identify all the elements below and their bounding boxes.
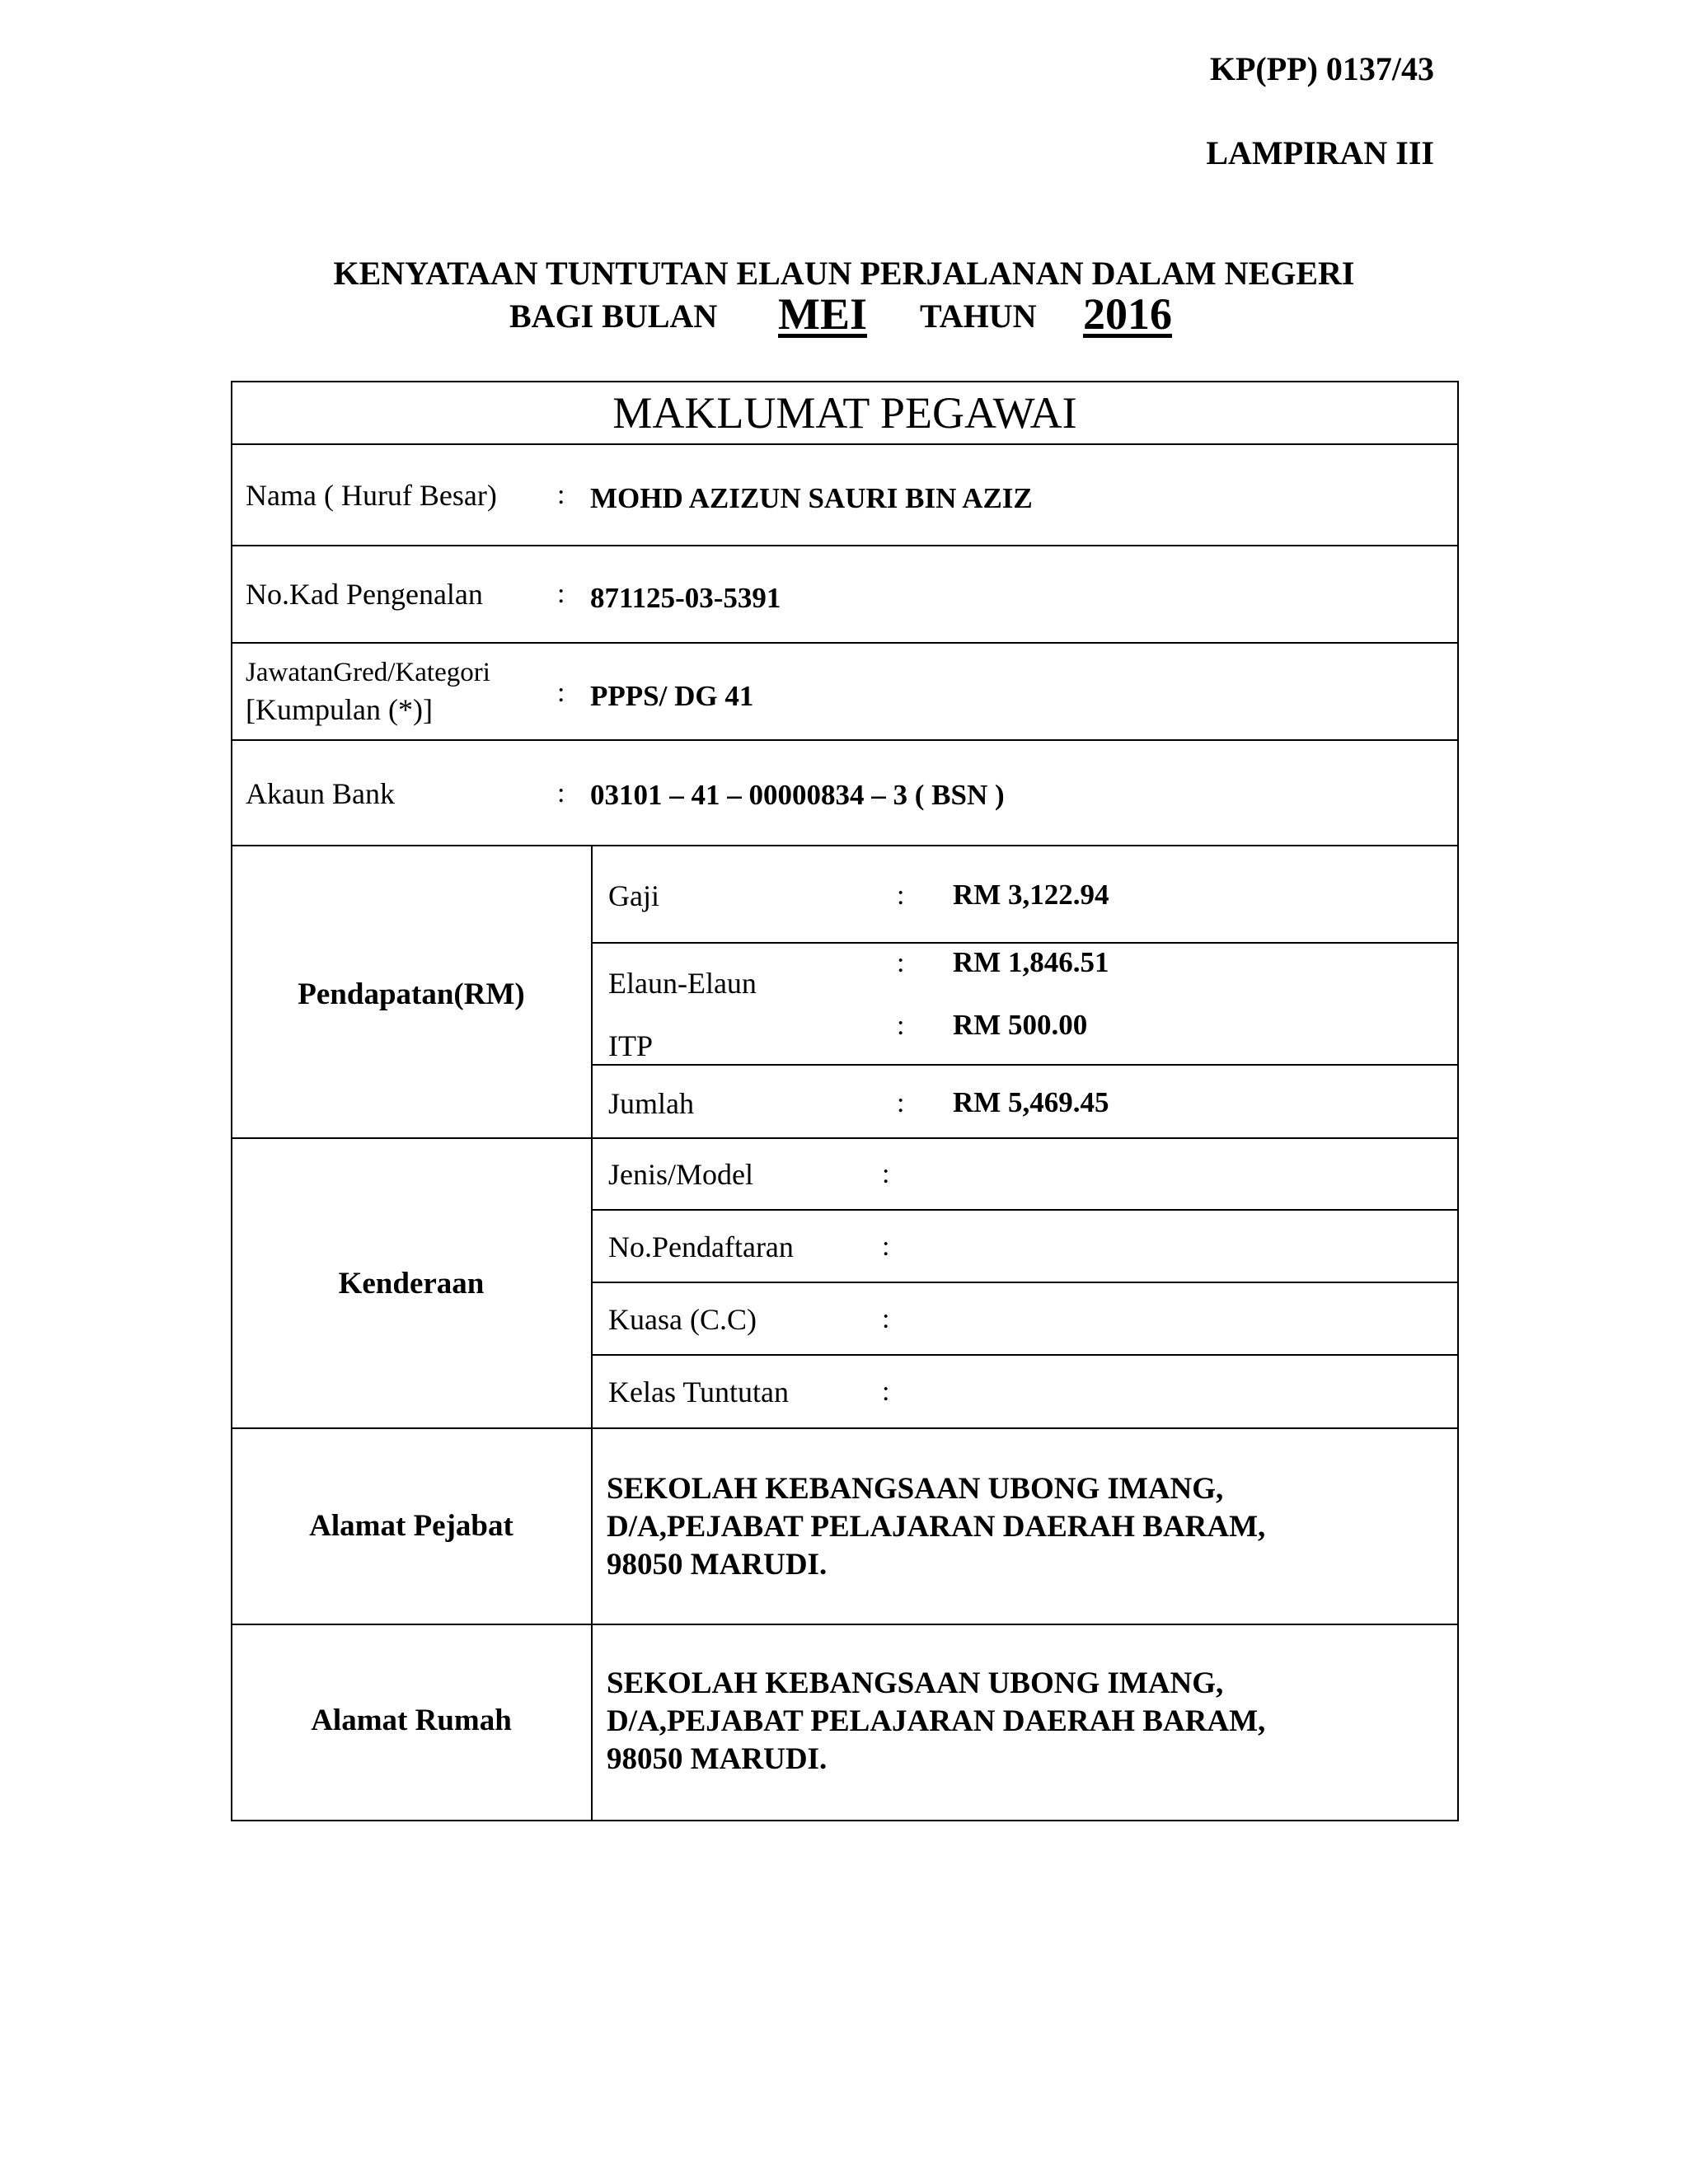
gaji-label: Gaji <box>608 879 659 912</box>
position-value: PPPS/ DG 41 <box>590 680 754 712</box>
gaji-colon: : <box>897 880 905 911</box>
elaun-colon: : <box>897 948 905 978</box>
gaji-value: RM 3,122.94 <box>953 879 1109 911</box>
year-value: 2016 <box>1083 289 1172 339</box>
position-label-line2: [Kumpulan (*)] <box>246 693 433 726</box>
bank-label: Akaun Bank <box>246 777 395 810</box>
income-section-label: Pendapatan(RM) <box>298 977 525 1011</box>
office-address-line3: 98050 MARUDI. <box>607 1548 828 1582</box>
table-heading: MAKLUMAT PEGAWAI <box>612 388 1077 438</box>
no-pendaftaran-label: No.Pendaftaran <box>608 1230 794 1263</box>
home-address-line2: D/A,PEJABAT PELAJARAN DAERAH BARAM, <box>607 1704 1266 1738</box>
itp-colon: : <box>897 1010 905 1041</box>
position-label-line1: JawatanGred/Kategori <box>246 658 490 687</box>
office-address-line2: D/A,PEJABAT PELAJARAN DAERAH BARAM, <box>607 1510 1266 1544</box>
home-address-line1: SEKOLAH KEBANGSAAN UBONG IMANG, <box>607 1666 1224 1700</box>
ic-label: No.Kad Pengenalan <box>246 578 483 611</box>
vehicle-section-label: Kenderaan <box>338 1267 485 1301</box>
bank-value: 03101 – 41 – 00000834 – 3 ( BSN ) <box>590 779 1005 811</box>
elaun-value: RM 1,846.51 <box>953 946 1109 978</box>
kelas-tuntutan-label: Kelas Tuntutan <box>608 1376 790 1408</box>
kelas-tuntutan-colon: : <box>882 1376 890 1407</box>
office-address-line1: SEKOLAH KEBANGSAAN UBONG IMANG, <box>607 1472 1224 1506</box>
jumlah-label: Jumlah <box>608 1087 694 1120</box>
document-title: KENYATAAN TUNTUTAN ELAUN PERJALANAN DALAM NEGERI <box>333 255 1355 292</box>
bank-colon: : <box>557 778 565 808</box>
name-label: Nama ( Huruf Besar) <box>246 479 497 512</box>
kuasa-colon: : <box>882 1304 890 1334</box>
itp-label: ITP <box>608 1029 653 1062</box>
home-address-line3: 98050 MARUDI. <box>607 1742 828 1776</box>
jenis-model-colon: : <box>882 1159 890 1189</box>
jumlah-value: RM 5,469.45 <box>953 1086 1109 1118</box>
home-address-label: Alamat Rumah <box>311 1704 512 1737</box>
position-colon: : <box>557 677 565 708</box>
name-value: MOHD AZIZUN SAURI BIN AZIZ <box>590 482 1033 514</box>
no-pendaftaran-colon: : <box>882 1231 890 1262</box>
office-address-label: Alamat Pejabat <box>309 1509 513 1543</box>
year-label: TAHUN <box>920 298 1037 335</box>
itp-value: RM 500.00 <box>953 1009 1088 1041</box>
ic-colon: : <box>557 579 565 609</box>
jumlah-colon: : <box>897 1088 905 1118</box>
elaun-label: Elaun-Elaun <box>608 967 757 1000</box>
month-value: MEI <box>778 289 867 339</box>
form-reference: KP(PP) 0137/43 <box>1209 50 1434 87</box>
jenis-model-label: Jenis/Model <box>608 1158 753 1191</box>
attachment-label: LAMPIRAN III <box>1206 134 1434 171</box>
name-colon: : <box>557 480 565 510</box>
kuasa-label: Kuasa (C.C) <box>608 1303 757 1336</box>
ic-value: 871125-03-5391 <box>590 582 781 614</box>
month-label: BAGI BULAN <box>509 298 718 335</box>
